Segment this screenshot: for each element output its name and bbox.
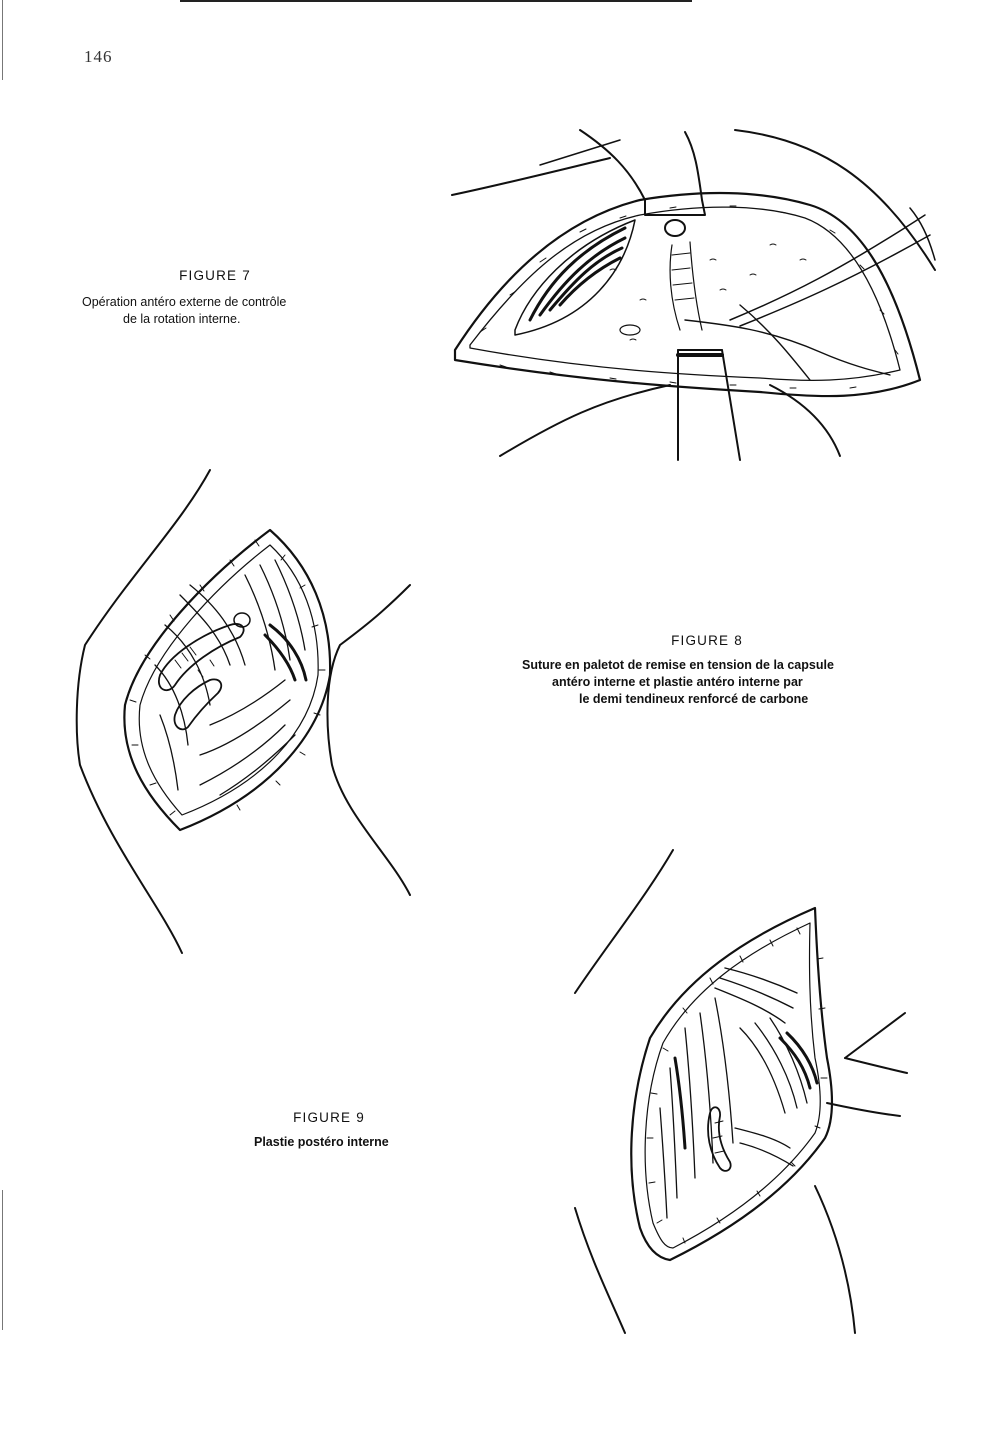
- figure-9-label: FIGURE 9: [293, 1110, 365, 1125]
- figure-7-illustration: [440, 120, 940, 465]
- figure-8-caption-line: Suture en paletot de remise en tension de la capsule: [522, 658, 834, 672]
- figure-8-illustration: [70, 465, 420, 960]
- figure-7-label: FIGURE 7: [179, 268, 251, 283]
- top-rule: [180, 0, 692, 2]
- figure-7-caption: [80, 268, 350, 326]
- figure-7-caption-line: de la rotation interne.: [123, 312, 241, 326]
- figure-8-label: FIGURE 8: [671, 633, 743, 648]
- figure-7-caption-line: Opération antéro externe de contrôle: [82, 295, 287, 309]
- figure-8-caption-line: antéro interne et plastie antéro interne par: [552, 675, 803, 689]
- figure-8-caption: [522, 633, 902, 706]
- page-number: 146: [84, 47, 113, 66]
- figure-9-illustration: [565, 848, 915, 1338]
- scan-edge-line: [2, 1190, 3, 1330]
- figure-8-caption-line: le demi tendineux renforcé de carbone: [579, 692, 809, 706]
- figure-9-caption-line: Plastie postéro interne: [254, 1135, 389, 1149]
- scan-edge-line: [2, 0, 3, 80]
- figure-9-caption: [254, 1110, 444, 1149]
